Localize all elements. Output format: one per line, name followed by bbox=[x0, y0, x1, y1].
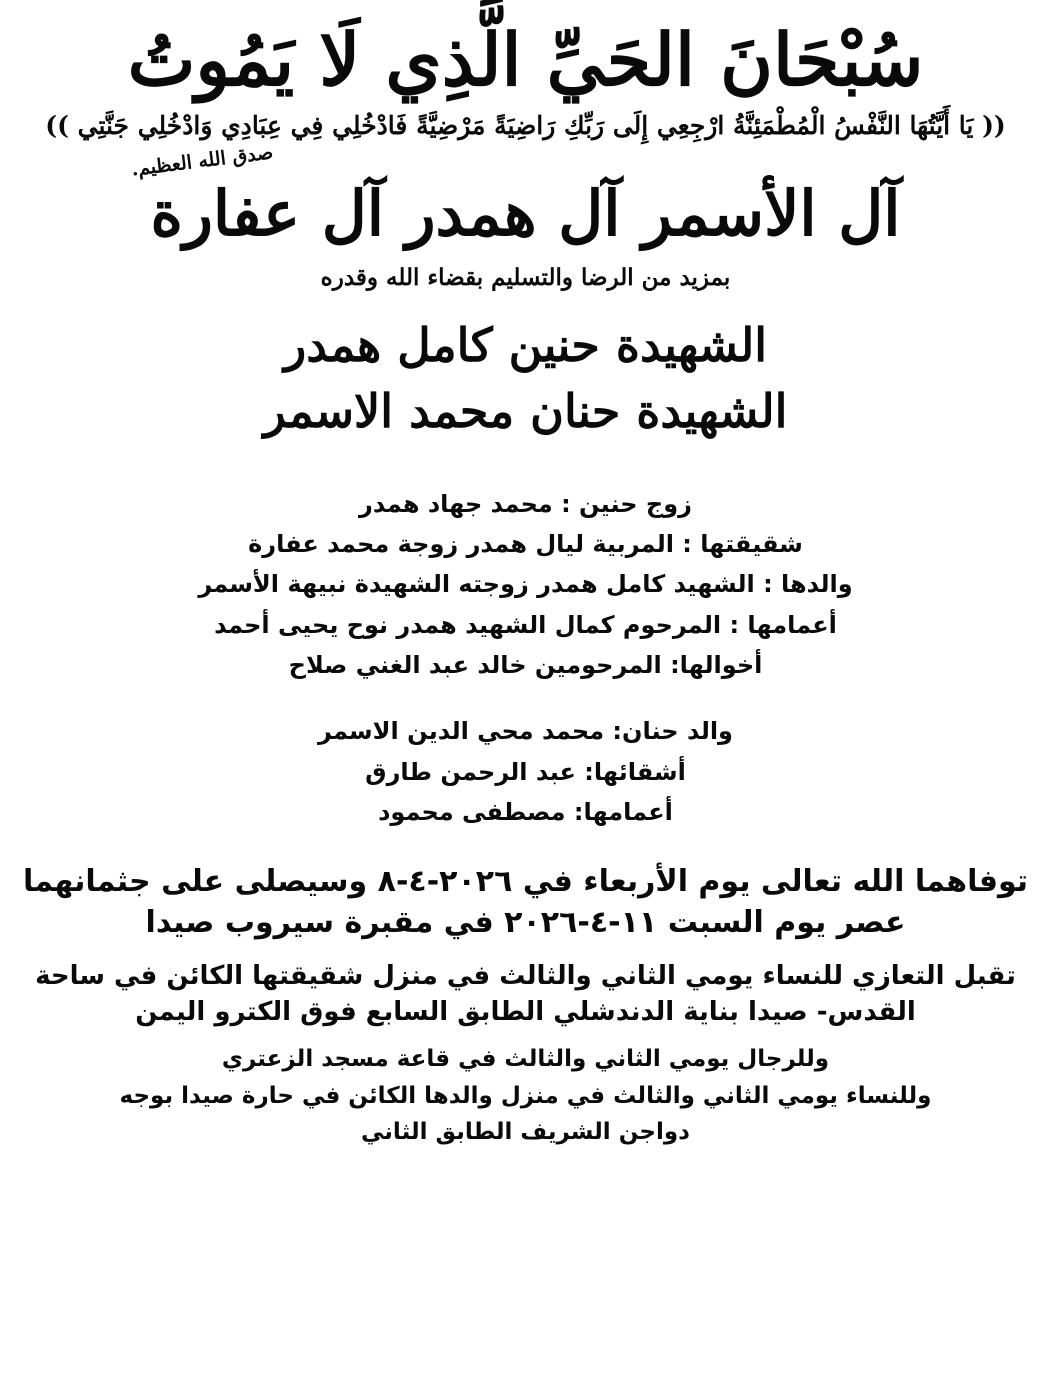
relative-line: شقيقتها : المربية ليال همدر زوجة محمد عفارة bbox=[248, 530, 803, 559]
condolences-block bbox=[18, 959, 1033, 1150]
condolences-women-continued: دواجن الشريف الطابق الثاني bbox=[361, 1119, 690, 1146]
notice-line-2: عصر يوم السبت ١١-٤-٢٠٢٦ في مقبرة سيروب صيدا bbox=[145, 904, 906, 940]
notice-line-1: توفاهما الله تعالى يوم الأربعاء في ٢٠٢٦-٤-٨ وسيصلى على جثمانهما bbox=[22, 864, 1029, 900]
relative-line: أعمامها: مصطفى محمود bbox=[378, 798, 673, 827]
relative-line: زوج حنين : محمد جهاد همدر bbox=[359, 489, 692, 518]
relative-line: أشقائها: عبد الرحمن طارق bbox=[365, 757, 686, 786]
relatives-block bbox=[18, 484, 1033, 833]
sadaqa-wrapper bbox=[18, 141, 1033, 181]
quran-ayah: (( يَا أَيَّتُهَا النَّفْسُ الْمُطْمَئِنَّةُ ارْجِعِي إِلَى رَبِّكِ رَاضِيَةً مَرْضِيَّةً فَادْخُلِي فِي عِبَادِي وَادْخُلِي جَنَّتِي )) bbox=[45, 110, 1006, 140]
deceased-name-1: الشهيدة حنين كامل همدر bbox=[283, 318, 768, 373]
deceased-name-2: الشهيدة حنان محمد الاسمر bbox=[263, 383, 788, 438]
funeral-notice bbox=[18, 862, 1033, 942]
condolences-men: وللرجال يومي الثاني والثالث في قاعة مسجد الزعتري bbox=[221, 1046, 830, 1073]
relative-line: والدها : الشهيد كامل همدر زوجته الشهيدة نبيهة الأسمر bbox=[198, 570, 853, 599]
condolences-main: تقبل التعازي للنساء يومي الثاني والثالث في منزل شقيقتها الكائن في ساحة القدس- صيدا بناية الدندشلي الطابق السابع فوق الكترو اليمن bbox=[35, 960, 1016, 1027]
relative-line: أخوالها: المرحومين خالد عبد الغني صلاح bbox=[288, 651, 763, 680]
family-subline: بمزيد من الرضا والتسليم بقضاء الله وقدره bbox=[320, 264, 731, 292]
condolences-women: وللنساء يومي الثاني والثالث في منزل والدها الكائن في حارة صيدا بوجه bbox=[119, 1082, 932, 1109]
deceased-names bbox=[18, 313, 1033, 444]
tasbih-line: سُبْحَانَ الحَيِّ الَّذِي لَا يَمُوتُ bbox=[127, 17, 924, 102]
relatives-group-divider bbox=[18, 685, 1033, 711]
relative-line: والد حنان: محمد محي الدين الاسمر bbox=[318, 717, 733, 746]
sadaqa-allah-text: صدق الله العظيم. bbox=[129, 141, 274, 181]
family-names: آل الأسمر آل همدر آل عفارة bbox=[150, 177, 901, 251]
relative-line: أعمامها : المرحوم كمال الشهيد همدر نوح يحيى أحمد bbox=[214, 610, 837, 639]
header-block bbox=[18, 16, 1033, 181]
